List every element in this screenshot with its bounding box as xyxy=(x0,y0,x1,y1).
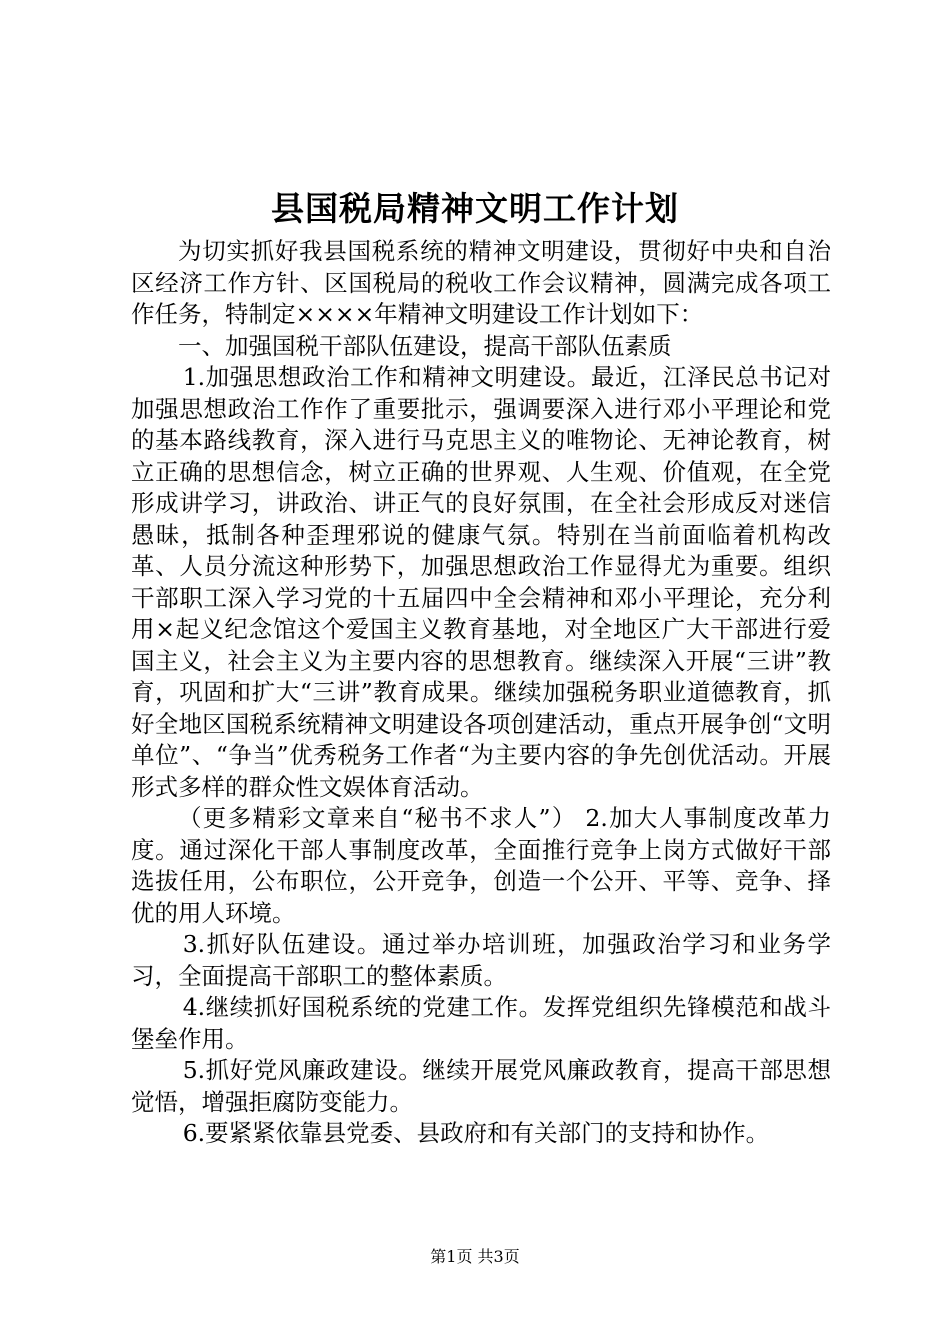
item-5-paragraph: 5.抓好党风廉政建设。继续开展党风廉政教育，提高干部思想觉悟，增强拒腐防变能力。 xyxy=(131,1056,831,1116)
item-1-paragraph: 1.加强思想政治工作和精神文明建设。最近，江泽民总书记对加强思想政治工作作了重要批示，强调要深入进行邓小平理论和党的基本路线教育，深入进行马克思主义的唯物论、无神论教育，树立正确的思想信念，树立正确的世界观、人生观、价值观，在全党形成讲学习，讲政治、讲正气的良好氛围，在全社会形成反对迷信愚昧，抵制各种歪理邪说的健康气氛。特别在当前面临着机构改革、人员分流这种形势下，加强思想政治工作显得尤为重要。组织干部职工深入学习党的十五届四中全会精神和邓小平理论，充分利用×起义纪念馆这个爱国主义教育基地，对全地区广大干部进行爱国主义，社会主义为主要内容的思想教育。继续深入开展“三讲”教育，巩固和扩大“三讲”教育成果。继续加强税务职业道德教育，抓好全地区国税系统精神文明建设各项创建活动，重点开展争创“文明单位”、“争当”优秀税务工作者“为主要内容的争先创优活动。开展形式多样的群众性文娱体育活动。 xyxy=(131,363,831,801)
document-title: 县国税局精神文明工作计划 xyxy=(271,189,679,228)
section-heading: 一、加强国税干部队伍建设，提高干部队伍素质 xyxy=(178,331,672,360)
page-footer: 第1页 共3页 xyxy=(430,1247,520,1266)
item-2-paragraph: （更多精彩文章来自“秘书不求人”） 2.加大人事制度改革力度。通过深化干部人事制度改革，全面推行竞争上岗方式做好干部选拔任用，公布职位，公开竞争，创造一个公开、平等、竞争、择优的用人环境。 xyxy=(131,804,831,927)
document-body xyxy=(131,236,831,1150)
item-3-paragraph: 3.抓好队伍建设。通过举办培训班，加强政治学习和业务学习，全面提高干部职工的整体素质。 xyxy=(131,930,831,990)
item-4-paragraph: 4.继续抓好国税系统的党建工作。发挥党组织先锋模范和战斗堡垒作用。 xyxy=(131,993,831,1053)
intro-paragraph: 为切实抓好我县国税系统的精神文明建设，贯彻好中央和自治区经济工作方针、区国税局的税收工作会议精神，圆满完成各项工作任务，特制定××××年精神文明建设工作计划如下： xyxy=(131,237,831,328)
item-6-paragraph: 6.要紧紧依靠县党委、县政府和有关部门的支持和协作。 xyxy=(182,1119,770,1147)
